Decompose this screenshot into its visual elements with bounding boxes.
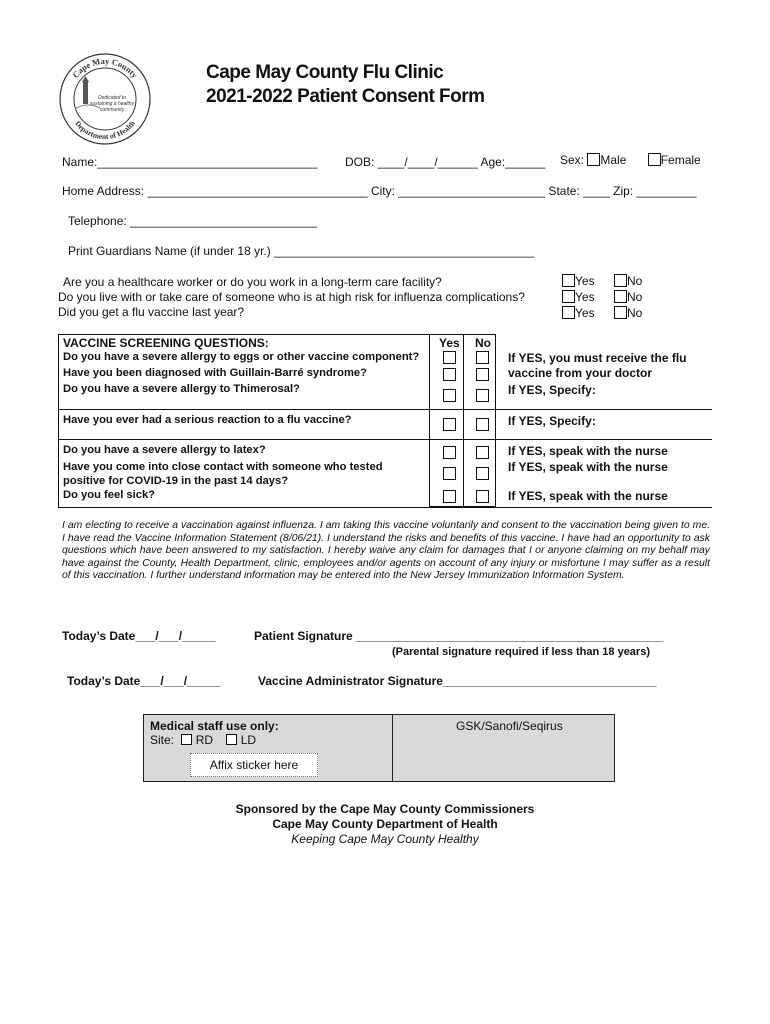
logo-ring-text: Cape May County xyxy=(70,55,140,80)
screening-note-4: If YES, Specify: xyxy=(508,414,596,428)
male-checkbox[interactable] xyxy=(587,153,600,166)
risk-1-yes-checkbox[interactable] xyxy=(562,274,575,287)
ld-label: LD xyxy=(240,733,257,747)
risk-yes-column xyxy=(562,273,595,321)
risk-question-1: Are you a healthcare worker or do you work in a long-term care facility? xyxy=(63,275,442,289)
consent-statement: I am electing to receive a vaccination against influenza. I am taking this vaccine voluntarily and consent to the vaccination being given to me. I have read the Vaccine Information Statement (8/06/21). I understand the risks and benefits of this vaccine. I have had an opportunity to ask questions which have been answered to my satisfaction. I hereby waive any claim for damages that I or anyone claiming on my behalf may have against the County, Health Department, clinic, employees and/or agents on account of any injury or misfortune I may suffer as a result of this vaccination. I further understand information may be entered into the New Jersey Immunization Information System. xyxy=(62,520,710,582)
screening-table xyxy=(58,334,712,508)
q1-yes-checkbox[interactable] xyxy=(443,351,456,364)
risk-1-no-label: No xyxy=(627,274,643,288)
sticker-area xyxy=(190,753,318,777)
dob-age-field[interactable]: DOB: ____/____/______ Age:______ xyxy=(345,155,546,169)
form-title-line-2: 2021-2022 Patient Consent Form xyxy=(206,86,485,107)
risk-no-column xyxy=(614,273,642,321)
todays-date-2[interactable]: Today’s Date___/___/_____ xyxy=(67,674,221,688)
county-seal-logo xyxy=(58,52,152,146)
home-address-field[interactable]: Home Address: _________________________________ City: ______________________ State: ____ Zip: _________ xyxy=(62,184,697,198)
female-label: Female xyxy=(660,153,701,167)
logo-inner-line-1: Dedicated to xyxy=(97,95,127,101)
q5-yes-checkbox[interactable] xyxy=(443,446,456,459)
male-label: Male xyxy=(600,153,627,167)
logo-inner-line-3: community xyxy=(99,107,125,113)
manufacturer-label: GSK/Sanofi/Seqirus xyxy=(456,719,563,733)
female-checkbox[interactable] xyxy=(648,153,661,166)
screening-question-5: Do you have a severe allergy to latex? xyxy=(63,444,266,456)
screening-note-5: If YES, speak with the nurse xyxy=(508,444,668,458)
q5-no-checkbox[interactable] xyxy=(476,446,489,459)
q1-no-checkbox[interactable] xyxy=(476,351,489,364)
q4-no-checkbox[interactable] xyxy=(476,418,489,431)
risk-2-no-checkbox[interactable] xyxy=(614,290,627,303)
risk-2-no-label: No xyxy=(627,290,643,304)
sex-label: Sex: xyxy=(560,153,585,167)
screening-question-4: Have you ever had a serious reaction to a flu vaccine? xyxy=(63,414,352,426)
risk-3-no-label: No xyxy=(627,306,643,320)
form-title-line-1: Cape May County Flu Clinic xyxy=(206,62,444,83)
q6-no-checkbox[interactable] xyxy=(476,467,489,480)
medical-staff-box xyxy=(143,714,615,782)
risk-1-no-checkbox[interactable] xyxy=(614,274,627,287)
q3-yes-checkbox[interactable] xyxy=(443,389,456,402)
screening-question-1: Do you have a severe allergy to eggs or other vaccine component? xyxy=(63,351,420,363)
risk-question-2: Do you live with or take care of someone who is at high risk for influenza complications? xyxy=(58,290,525,304)
rd-label: RD xyxy=(195,733,214,747)
medical-staff-heading: Medical staff use only: xyxy=(150,719,279,733)
screening-question-6: Have you come into close contact with someone who tested positive for COVID-19 in the past 14 days? xyxy=(63,461,383,487)
administrator-signature-line[interactable]: Vaccine Administrator Signature________________________________ xyxy=(258,674,657,688)
q3-no-checkbox[interactable] xyxy=(476,389,489,402)
q6-yes-checkbox[interactable] xyxy=(443,467,456,480)
yes-column-header: Yes xyxy=(439,336,460,350)
footer-sponsor: Sponsored by the Cape May County Commissioners xyxy=(235,802,535,816)
screening-question-7: Do you feel sick? xyxy=(63,489,156,501)
risk-1-yes-label: Yes xyxy=(575,274,595,288)
q7-yes-checkbox[interactable] xyxy=(443,490,456,503)
screening-note-3: If YES, Specify: xyxy=(508,383,596,397)
screening-question-2: Have you been diagnosed with Guillain-Barré syndrome? xyxy=(63,367,367,379)
screening-note-2: vaccine from your doctor xyxy=(508,366,653,380)
footer-department: Cape May County Department of Health xyxy=(272,817,498,831)
footer-tagline: Keeping Cape May County Healthy xyxy=(291,832,479,846)
screening-heading: VACCINE SCREENING QUESTIONS: xyxy=(63,336,269,350)
screening-note-6: If YES, speak with the nurse xyxy=(508,460,668,474)
screening-question-3: Do you have a severe allergy to Thimerosal? xyxy=(63,383,300,395)
guardian-name-field[interactable]: Print Guardians Name (if under 18 yr.) _______________________________________ xyxy=(68,244,535,258)
site-label: Site: xyxy=(150,733,175,747)
screening-note-7: If YES, speak with the nurse xyxy=(508,489,668,503)
todays-date-1[interactable]: Today’s Date___/___/_____ xyxy=(62,629,216,643)
logo-inner-line-2: sustaining a healthy xyxy=(89,101,135,107)
rd-checkbox[interactable] xyxy=(181,734,192,745)
risk-2-yes-label: Yes xyxy=(575,290,595,304)
q7-no-checkbox[interactable] xyxy=(476,490,489,503)
risk-3-no-checkbox[interactable] xyxy=(614,306,627,319)
risk-2-yes-checkbox[interactable] xyxy=(562,290,575,303)
sticker-label: Affix sticker here xyxy=(209,758,299,772)
screening-note-1: If YES, you must receive the flu xyxy=(508,351,687,365)
parental-signature-note: (Parental signature required if less than 18 years) xyxy=(392,646,650,658)
risk-3-yes-label: Yes xyxy=(575,306,595,320)
telephone-field[interactable]: Telephone: ____________________________ xyxy=(68,214,317,228)
q2-no-checkbox[interactable] xyxy=(476,368,489,381)
q4-yes-checkbox[interactable] xyxy=(443,418,456,431)
logo-ring-bottom: Department of Health xyxy=(73,118,137,142)
risk-3-yes-checkbox[interactable] xyxy=(562,306,575,319)
site-selector xyxy=(150,733,256,747)
patient-signature-line[interactable]: Patient Signature ______________________________________________ xyxy=(254,629,664,643)
sex-field xyxy=(560,153,701,167)
no-column-header: No xyxy=(475,336,491,350)
risk-question-3: Did you get a flu vaccine last year? xyxy=(58,305,245,319)
q2-yes-checkbox[interactable] xyxy=(443,368,456,381)
name-field[interactable]: Name:_________________________________ xyxy=(62,155,318,169)
ld-checkbox[interactable] xyxy=(226,734,237,745)
